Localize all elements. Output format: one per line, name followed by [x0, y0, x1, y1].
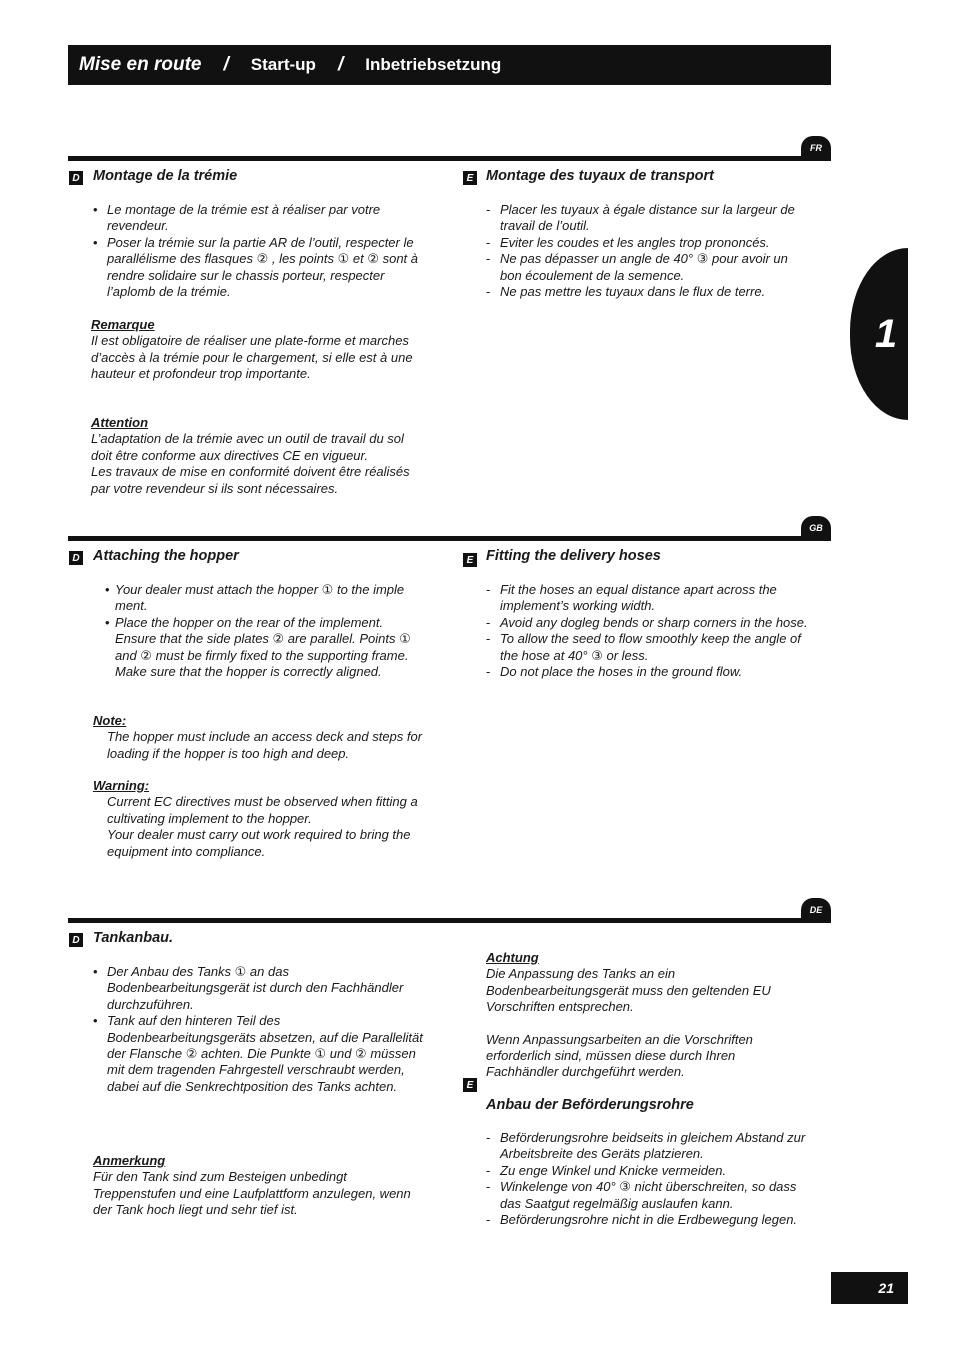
remark-title: Remarque: [91, 317, 155, 332]
remark-text: Für den Tank sind zum Besteigen unbedingt Treppenstufen und eine Laufplattform anzulegen, wenn der Tank hoch liegt und sehr tief ist.: [93, 1169, 411, 1218]
section-rule: [68, 536, 831, 541]
list-item: - Ne pas mettre les tuyaux dans le flux de terre.: [486, 284, 808, 300]
gb-d-body: [105, 582, 423, 680]
list-item: • Place the hopper on the rear of the implement. Ensure that the side plates ② are parallel. Points ① and ② must be firmly fixed to the supporting frame. Make sure that the hopper is correctly aligned.: [105, 615, 423, 681]
warning-title: Warning:: [93, 778, 150, 793]
section-rule: [68, 156, 831, 161]
de-achtung: [486, 950, 796, 1081]
section-letter-d: D: [69, 933, 83, 947]
section-title: Anbau der Beförderungsrohre: [486, 1097, 694, 1113]
dash-list: [486, 582, 808, 680]
list-item: - Avoid any dogleg bends or sharp corners in the hose.: [486, 615, 808, 631]
fr-attention: [91, 415, 423, 497]
header-title-fr: Mise en route: [79, 54, 202, 75]
achtung-title: Achtung: [486, 950, 539, 965]
section-title: Montage de la trémie: [93, 168, 238, 184]
gb-warning: [93, 778, 423, 860]
de-e-body: [486, 1130, 816, 1228]
language-badge-de: DE: [801, 898, 831, 922]
achtung-text: Wenn Anpassungsarbeiten an die Vorschriften erforderlich sind, müssen diese durch Ihren Fachhändler durchgeführt werden.: [486, 1031, 753, 1080]
bullet-list: [105, 582, 423, 680]
section-letter-d: D: [69, 551, 83, 565]
page-header: [68, 45, 831, 85]
list-item: - Winkelenge von 40° ③ nicht überschreiten, so dass das Saatgut regelmäßig auslaufen kann.: [486, 1179, 816, 1212]
header-title-de: Inbetriebsetzung: [365, 55, 502, 74]
chapter-tab: 1: [850, 248, 908, 420]
note-text: The hopper must include an access deck and steps for loading if the hopper is too high and deep.: [107, 729, 423, 761]
list-item: - Zu enge Winkel und Knicke vermeiden.: [486, 1163, 816, 1179]
section-title: Tankanbau.: [93, 930, 174, 946]
header-title-gb: Start-up: [250, 55, 316, 74]
list-item: - Beförderungsrohre beidseits in gleichem Abstand zur Arbeitsbreite des Geräts platzieren.: [486, 1130, 816, 1163]
gb-e-body: [486, 582, 808, 680]
de-remark: [93, 1153, 413, 1219]
fr-remark: [91, 317, 421, 383]
list-item: - Beförderungsrohre nicht in die Erdbewegung legen.: [486, 1212, 816, 1228]
bullet-list: [93, 202, 423, 300]
gb-note: [93, 713, 423, 762]
fr-e-body: [486, 202, 808, 300]
list-item: - To allow the seed to flow smoothly keep the angle of the hose at 40° ③ or less.: [486, 631, 808, 664]
section-letter-e: E: [463, 171, 477, 185]
list-item: - Do not place the hoses in the ground flow.: [486, 664, 808, 680]
remark-text: d’accès à la trémie pour le chargement, si elle est à une hauteur et profondeur trop importante.: [91, 349, 413, 382]
warning-text: Current EC directives must be observed when fitting a cultivating implement to the hopper.: [107, 794, 418, 826]
de-d-body: [93, 964, 423, 1095]
list-item: - Ne pas dépasser un angle de 40° ③ pour avoir un bon écoulement de la semence.: [486, 251, 808, 284]
section-title: Attaching the hopper: [93, 548, 239, 564]
remark-text: Il est obligatoire de réaliser une plate-forme et marches: [91, 333, 409, 349]
attention-title: Attention: [91, 415, 149, 430]
achtung-text: Die Anpassung des Tanks an ein Bodenbearbeitungsgerät muss den geltenden EU Vorschriften entsprechen.: [486, 966, 771, 1015]
section-title: Montage des tuyaux de transport: [486, 168, 715, 184]
section-title: Fitting the delivery hoses: [486, 548, 661, 564]
note-title: Note:: [93, 713, 127, 728]
section-letter-d: D: [69, 171, 83, 185]
page-number: 21: [831, 1272, 908, 1304]
remark-title: Anmerkung: [93, 1153, 166, 1168]
dash-list: [486, 202, 808, 300]
list-item: - Fit the hoses an equal distance apart across the implement’s working width.: [486, 582, 808, 615]
language-badge-gb: GB: [801, 516, 831, 540]
dash-list: [486, 1130, 816, 1228]
bullet-list: [93, 964, 423, 1095]
header-separator: /: [223, 54, 229, 75]
warning-text: Your dealer must carry out work required to bring the equipment into compliance.: [107, 827, 411, 859]
header-separator: /: [337, 54, 344, 75]
section-letter-e: E: [463, 1078, 477, 1092]
list-item: • Your dealer must attach the hopper ① to the imple ment.: [105, 582, 423, 615]
list-item: • Le montage de la trémie est à réaliser par votre revendeur.: [93, 202, 423, 235]
list-item: • Der Anbau des Tanks ① an das Bodenbearbeitungsgerät ist durch den Fachhändler durchzuführen.: [93, 964, 423, 1013]
fr-d-body: [93, 202, 423, 300]
list-item: • Tank auf den hinteren Teil des Bodenbearbeitungsgeräts absetzen, auf die Parallelität der Flansche ② achten. Die Punkte ① und ② müssen mit dem tragenden Fahrgestell verschraubt werden, dabei auf die Senkrechtposition des Tanks achten.: [93, 1013, 423, 1095]
list-item: • Poser la trémie sur la partie AR de l’outil, respecter le parallélisme des flasques ② , les points ① et ② sont à rendre solidaire sur le chassis porteur, respecter l’aplomb de la trémie.: [93, 235, 423, 301]
language-badge-fr: FR: [801, 136, 831, 160]
attention-text: Les travaux de mise en conformité doivent être réalisés par votre revendeur si ils sont nécessaires.: [91, 464, 410, 496]
section-letter-e: E: [463, 553, 477, 567]
list-item: - Eviter les coudes et les angles trop prononcés.: [486, 235, 808, 251]
attention-text: L’adaptation de la trémie avec un outil de travail du sol doit être conforme aux directives CE en vigueur.: [91, 431, 404, 463]
list-item: - Placer les tuyaux à égale distance sur la largeur de travail de l’outil.: [486, 202, 808, 235]
section-rule: [68, 918, 831, 923]
